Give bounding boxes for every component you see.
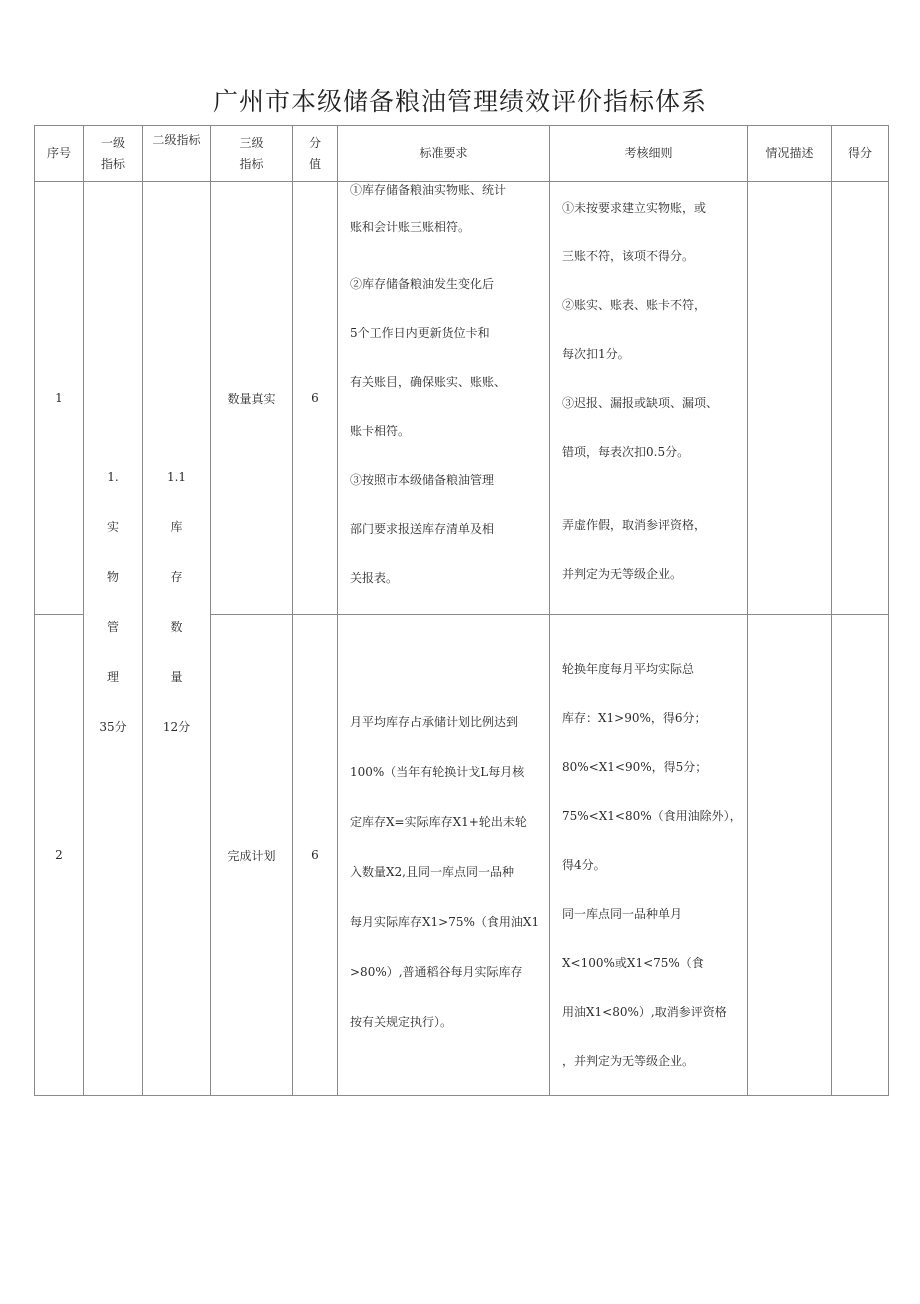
row1-points xyxy=(832,182,889,615)
row2-seq: 2 xyxy=(35,615,84,1096)
header-points: 得分 xyxy=(832,126,889,182)
header-score: 分 值 xyxy=(293,126,338,182)
header-level1: 一级 指标 xyxy=(84,126,143,182)
row2-situation xyxy=(748,615,832,1096)
level1-indicator: 1. 实 物 管 理 35分 xyxy=(84,182,143,1096)
row1-seq: 1 xyxy=(35,182,84,615)
header-level2: 二级指标 xyxy=(143,126,211,182)
row1-level3: 数量真实 xyxy=(211,182,293,615)
row1-assessment: ①未按要求建立实物账，或 三账不符，该项不得分。 ②账实、账表、账卡不符， 每次扣1分。 ③迟报、漏报或缺项、漏项、 错项，每表次扣0.5分。 弄虚作假，取消参评资格， 并判定为无等级企业。 xyxy=(550,182,748,615)
table-row xyxy=(35,182,889,615)
row1-score: 6 xyxy=(293,182,338,615)
row2-level3: 完成计划 xyxy=(211,615,293,1096)
header-assessment: 考核细则 xyxy=(550,126,748,182)
header-situation: 情况描述 xyxy=(748,126,832,182)
level2-indicator: 1.1 库 存 数 量 12分 xyxy=(143,182,211,1096)
row2-points xyxy=(832,615,889,1096)
page-title: 广州市本级储备粮油管理绩效评价指标体系 xyxy=(212,87,707,116)
row1-standard: ①库存储备粮油实物账、统计 账和会计账三账相符。 ②库存储备粮油发生变化后 5个工作日内更新货位卡和 有关账目，确保账实、账账、 账卡相符。 ③按照市本级储备粮油管理 部门要求报送库存清单及相 关报表。 xyxy=(338,182,550,615)
header-seq: 序号 xyxy=(35,126,84,182)
evaluation-table xyxy=(34,125,889,1096)
row2-score: 6 xyxy=(293,615,338,1096)
row2-assessment: 轮换年度每月平均实际总 库存：X1>90%，得6分； 80%<X1<90%，得5分； 75%<X1<80%（食用油除外）， 得4分。 同一库点同一品种单月 X<100%或X1<75%（食 用油X1<80%）,取消参评资格 ，并判定为无等级企业。 xyxy=(550,615,748,1096)
header-standard: 标准要求 xyxy=(338,126,550,182)
row1-situation xyxy=(748,182,832,615)
row2-standard: 月平均库存占承储计划比例达到 100%（当年有轮换计戈L每月核 定库存X=实际库存X1+轮出未轮 入数量X2,且同一库点同一品种 每月实际库存X1>75%（食用油X1 >80%）,普通稻谷每月实际库存 按有关规定执行）。 xyxy=(338,615,550,1096)
header-row xyxy=(35,126,889,182)
header-level3: 三级 指标 xyxy=(211,126,293,182)
